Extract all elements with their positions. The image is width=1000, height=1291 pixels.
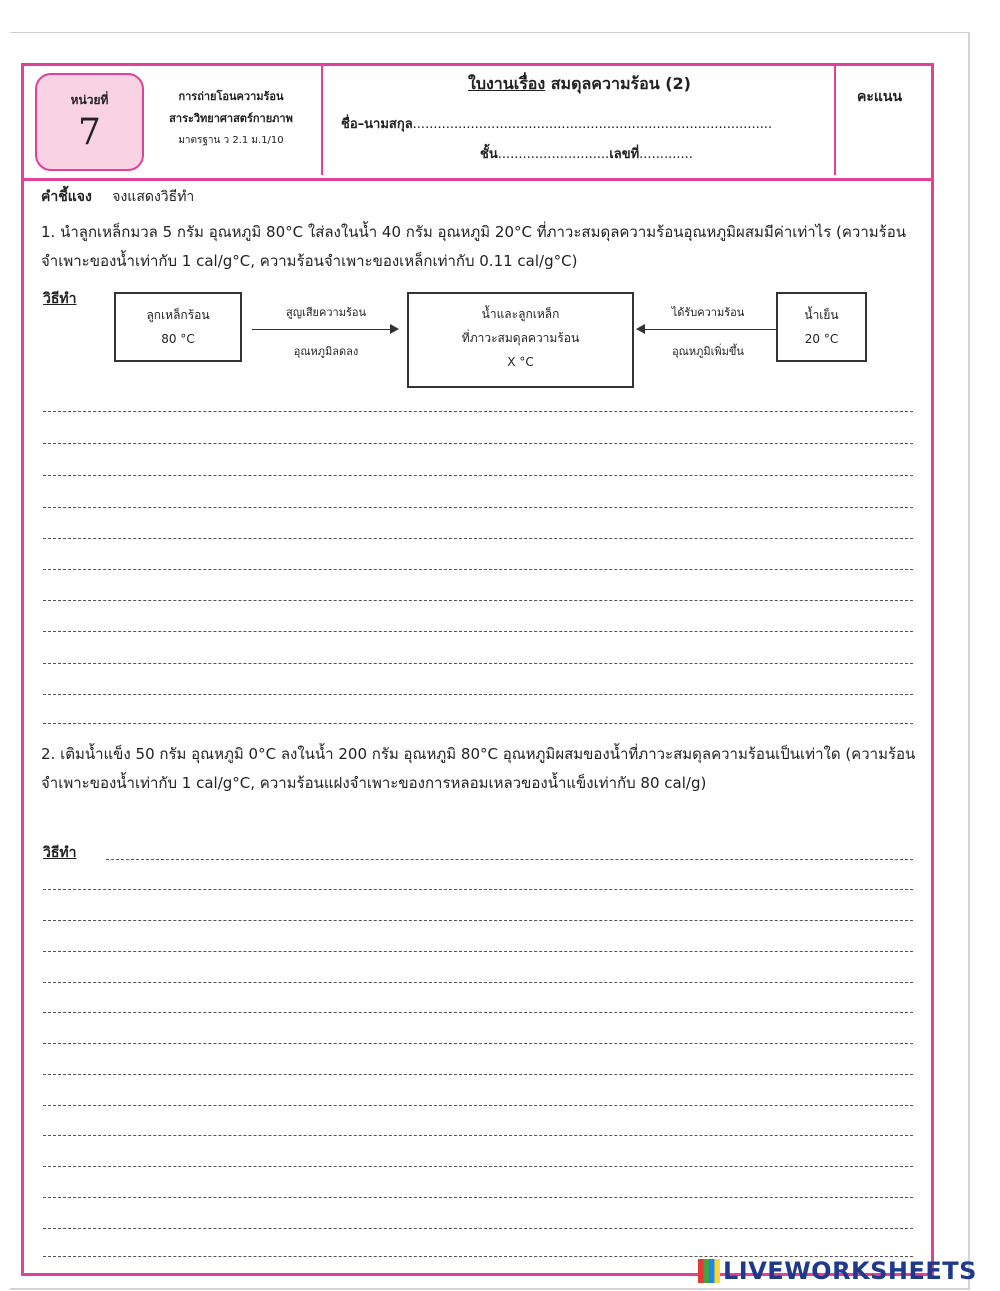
answer-line[interactable]: [43, 1166, 913, 1167]
topic-title: การถ่ายโอนความร้อน: [178, 90, 284, 103]
title-block: [325, 72, 834, 164]
answer-line[interactable]: [43, 1012, 913, 1013]
answer-line[interactable]: [43, 982, 913, 983]
answer-line[interactable]: [43, 1197, 913, 1198]
answer-line[interactable]: [43, 723, 913, 724]
answer-line[interactable]: [43, 443, 913, 444]
number-label: เลขที่: [609, 147, 640, 162]
worksheet-header: [24, 66, 931, 181]
answer-line[interactable]: [43, 600, 913, 601]
arrow-right: [252, 329, 392, 330]
answer-line[interactable]: [43, 889, 913, 890]
answer-line[interactable]: [43, 1043, 913, 1044]
answer-line[interactable]: [43, 1135, 913, 1136]
name-field[interactable]: [325, 113, 834, 134]
arrow-left: [644, 329, 776, 330]
header-divider: [321, 66, 323, 175]
topic-block: [146, 86, 316, 152]
question-1-text: 1. นำลูกเหล็กมวล 5 กรัม อุณหภูมิ 80°C ใส่ลงในน้ำ 40 กรัม อุณหภูมิ 20°C ที่ภาวะสมดุลความร้อนอุณหภูมิผสมมีค่าเท่าไร (ความร้อนจำเพาะของน้ำเท่ากับ 1 cal/g°C, ความร้อนจำเพาะของเหล็กเท่ากับ 0.11 cal/g°C): [41, 223, 906, 270]
method-label: วิธีทำ: [43, 845, 77, 861]
answer-line[interactable]: [106, 859, 913, 860]
unit-label: หน่วยที่: [70, 93, 109, 107]
header-divider: [834, 66, 836, 175]
liveworksheets-logo-icon: [698, 1259, 720, 1283]
equilibrium-line2: ที่ภาวะสมดุลความร้อน: [461, 331, 580, 345]
cold-water-label: น้ำเย็น: [804, 308, 839, 322]
unit-number: 7: [78, 112, 101, 153]
answer-line[interactable]: [43, 507, 913, 508]
method-label: วิธีทำ: [43, 291, 77, 307]
liveworksheets-brand: LIVEWORKSHEETS: [723, 1257, 977, 1285]
answer-line[interactable]: [43, 631, 913, 632]
unit-badge: [35, 73, 144, 171]
equilibrium-line1: น้ำและลูกเหล็ก: [481, 307, 560, 321]
worksheet-title-text: สมดุลความร้อน (2): [550, 74, 691, 93]
class-dots: ...........................: [497, 147, 610, 162]
class-label: ชั้น: [480, 147, 498, 162]
instructions: [41, 186, 194, 208]
answer-line[interactable]: [43, 1105, 913, 1106]
temp-decrease-label: อุณหภูมิลดลง: [293, 345, 359, 358]
topic-standard: มาตรฐาน ว 2.1 ม.1/10: [178, 135, 284, 146]
cold-water-box: [776, 292, 867, 362]
number-dots: .............: [639, 147, 693, 162]
arrow-right-head: [390, 324, 399, 334]
answer-line[interactable]: [43, 475, 913, 476]
answer-line[interactable]: [43, 538, 913, 539]
answer-line[interactable]: [43, 951, 913, 952]
liveworksheets-logo: [698, 1257, 977, 1285]
hot-iron-temp: 80 °C: [161, 332, 195, 346]
answer-line[interactable]: [43, 411, 913, 412]
instructions-text: จงแสดงวิธีทำ: [112, 189, 195, 205]
worksheet-frame: [21, 63, 934, 1276]
question-2-text: 2. เติมน้ำแข็ง 50 กรัม อุณหภูมิ 0°C ลงในน้ำ 200 กรัม อุณหภูมิ 80°C อุณหภูมิผสมของน้ำที่ภาวะสมดุลความร้อนเป็นเท่าใด (ความร้อนจำเพาะของน้ำเท่ากับ 1 cal/g°C, ความร้อนแฝงจำเพาะของการหลอมเหลวของน้ำแข็งเท่ากับ 80 cal/g): [41, 745, 916, 792]
answer-line[interactable]: [43, 920, 913, 921]
hot-iron-box: [114, 292, 242, 362]
answer-line[interactable]: [43, 663, 913, 664]
score-label: คะแนน: [857, 89, 903, 105]
equilibrium-temp: X °C: [507, 355, 534, 369]
topic-strand: สาระวิทยาศาสตร์กายภาพ: [169, 112, 293, 125]
worksheet-title: [325, 72, 834, 97]
temp-increase-label: อุณหภูมิเพิ่มขึ้น: [672, 345, 744, 358]
instructions-label: คำชี้แจง: [41, 189, 92, 205]
equilibrium-box: [407, 292, 634, 388]
name-label: ชื่อ–นามสกุล: [341, 117, 413, 132]
lose-heat-label: สูญเสียความร้อน: [285, 306, 366, 319]
hot-iron-label: ลูกเหล็กร้อน: [146, 308, 210, 322]
answer-line[interactable]: [43, 1228, 913, 1229]
answer-line[interactable]: [43, 1074, 913, 1075]
class-number-field[interactable]: [325, 143, 834, 164]
answer-line[interactable]: [43, 569, 913, 570]
name-dots: .......................................................................................: [412, 117, 773, 132]
worksheet-title-prefix: ใบงานเรื่อง: [468, 74, 546, 93]
answer-line[interactable]: [43, 694, 913, 695]
cold-water-temp: 20 °C: [804, 332, 839, 346]
gain-heat-label: ได้รับความร้อน: [671, 306, 745, 319]
